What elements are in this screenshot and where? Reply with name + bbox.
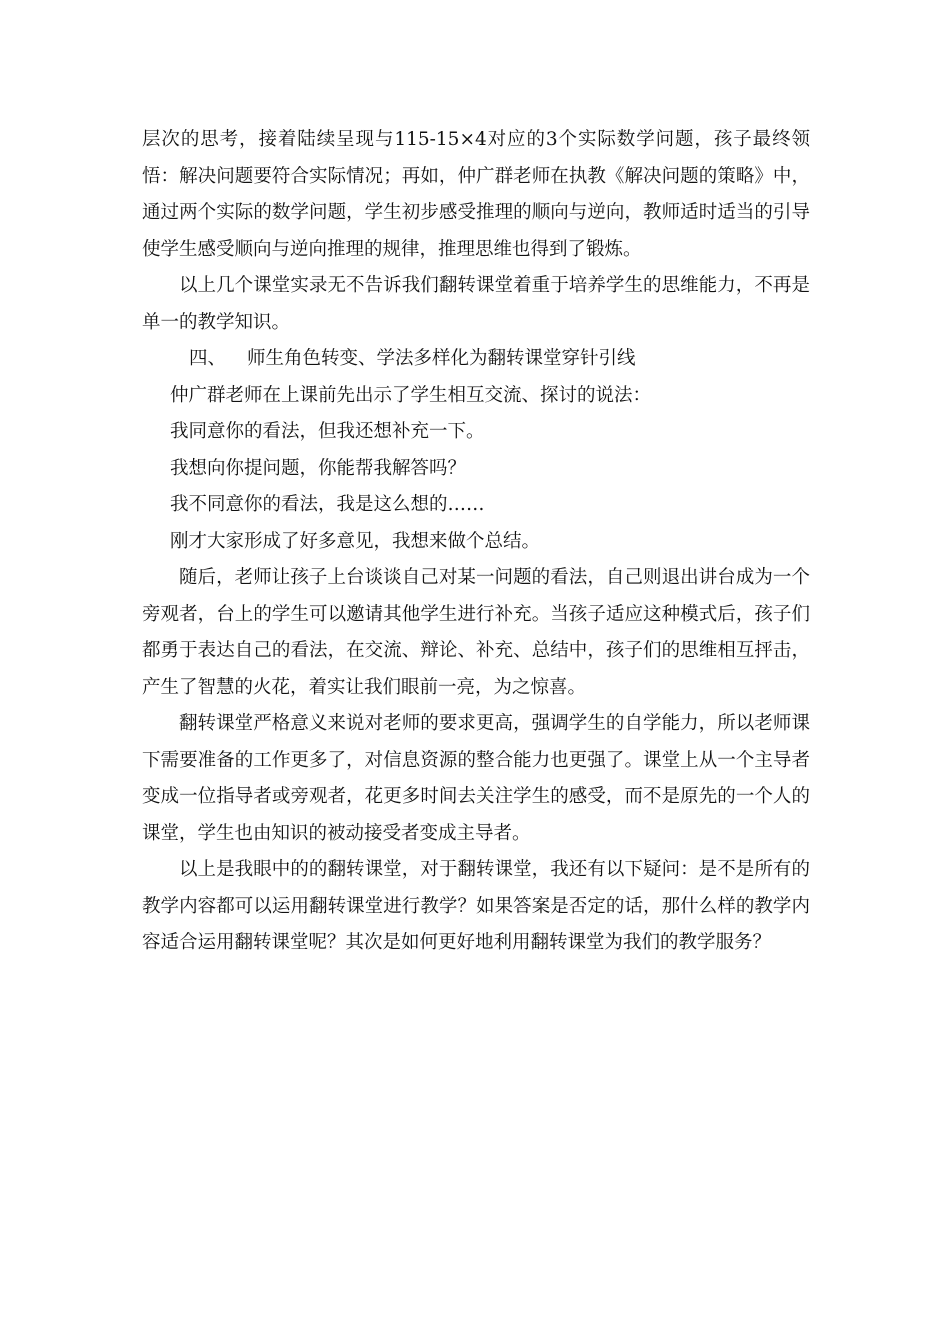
- intro-line: 仲广群老师在上课前先出示了学生相互交流、探讨的说法：: [170, 384, 652, 406]
- paragraph-teacher-role: 翻转课堂严格意义来说对老师的要求更高，强调学生的自学能力，所以老师课下需要准备的工作更多了，对信息资源的整合能力也更强了。课堂上从一个主导者变成一位指导者或旁观者，花更多时间去关注学生的感受，而不是原先的一个人的课堂，学生也由知识的被动接受者变成主导者。: [142, 713, 810, 844]
- section-number: 四、: [189, 348, 227, 369]
- phrase-line: 我同意你的看法，但我还想补充一下。: [170, 421, 485, 442]
- phrase-line: 我不同意你的看法，我是这么想的……: [170, 494, 485, 515]
- phrase-line: 刚才大家形成了好多意见，我想来做个总结。: [170, 530, 541, 552]
- paragraph-summary: 以上几个课堂实录无不告诉我们翻转课堂着重于培养学生的思维能力，不再是单一的教学知识。: [142, 275, 810, 333]
- document-body: [142, 122, 810, 962]
- section-title: 师生角色转变、学法多样化为翻转课堂穿针引线: [247, 348, 636, 369]
- paragraph-questions: 以上是我眼中的的翻转课堂，对于翻转课堂，我还有以下疑问：是不是所有的教学内容都可以运用翻转课堂进行教学？如果答案是否定的话，那什么样的教学内容适合运用翻转课堂呢？其次是如何更好地利用翻转课堂为我们的教学服务？: [142, 859, 810, 953]
- paragraph-continued: 层次的思考，接着陆续呈现与115-15×4对应的3个实际数学问题，孩子最终领悟：解决问题要符合实际情况；再如，仲广群老师在执教《解决问题的策略》中，通过两个实际的数学问题，学生初步感受推理的顺向与逆向，教师适时适当的引导使学生感受顺向与逆向推理的规律，推理思维也得到了锻炼。: [142, 129, 810, 260]
- phrase-line: 我想向你提问题，你能帮我解答吗？: [170, 457, 467, 479]
- paragraph-classroom: 随后，老师让孩子上台谈谈自己对某一问题的看法，自己则退出讲台成为一个旁观者，台上的学生可以邀请其他学生进行补充。当孩子适应这种模式后，孩子们都勇于表达自己的看法，在交流、辩论、补充、总结中，孩子们的思维相互抨击，产生了智慧的火花，着实让我们眼前一亮，为之惊喜。: [142, 567, 810, 698]
- section-heading: [142, 341, 810, 378]
